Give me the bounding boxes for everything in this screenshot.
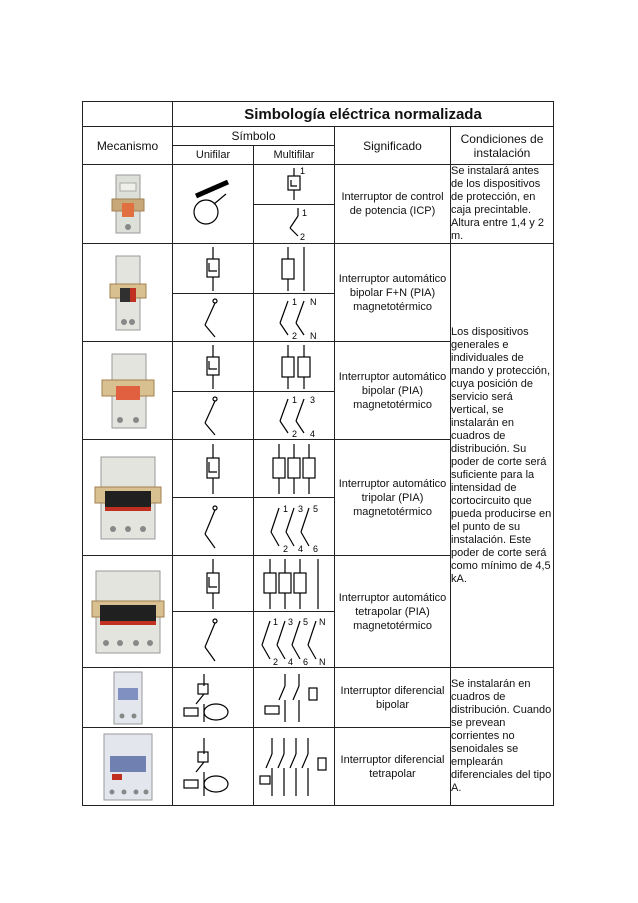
multifilar-pia-fn-bottom bbox=[254, 294, 335, 342]
dif-tetrapolar-multifilar-symbol bbox=[256, 734, 332, 800]
symbol-table bbox=[82, 101, 554, 806]
device-image-dif-bipolar bbox=[83, 668, 173, 728]
dif-bipolar-unifilar-symbol bbox=[176, 670, 250, 726]
svg-text:N: N bbox=[319, 656, 326, 667]
pia-tetrapolar-unifilar-top-symbol bbox=[183, 557, 243, 611]
unifilar-pia-fn-top bbox=[173, 244, 254, 294]
pia-tetrapolar-multifilar-bottom-symbol bbox=[256, 613, 332, 667]
dif-tetrapolar-device-picture bbox=[98, 732, 158, 802]
condiciones-pia: Los dispositivos generales e individuales de mando y protección, cuya posición de servicio será vertical, se instalarán en cuadros de distribución. Su poder de corte será suficiente para la intensidad de cortocircuito que pueda producirse en el punto de su instalación. Este poder de corte será como mínimo de 4,5 kA. bbox=[451, 244, 554, 668]
header-condiciones: Condiciones de instalación bbox=[451, 127, 554, 165]
pia-tripolar-device-picture bbox=[93, 453, 163, 543]
header-mecanismo: Mecanismo bbox=[83, 127, 173, 165]
pia-fn-multifilar-top-symbol bbox=[264, 245, 324, 293]
significado-pia-tetrapolar: Interruptor automático tetrapolar (PIA) magnetotérmico bbox=[335, 556, 451, 668]
svg-text:1: 1 bbox=[292, 394, 298, 405]
unifilar-icp bbox=[173, 165, 254, 244]
pia-tripolar-multifilar-top-symbol bbox=[261, 442, 327, 496]
unifilar-pia-tetrapolar-bottom bbox=[173, 612, 254, 668]
icp-device-picture bbox=[108, 173, 148, 235]
svg-text:2: 2 bbox=[292, 330, 298, 341]
icp-multifilar-top-symbol bbox=[264, 166, 324, 202]
pia-tetrapolar-unifilar-bottom-symbol bbox=[183, 613, 243, 667]
svg-text:6: 6 bbox=[313, 543, 319, 554]
header-multifilar: Multifilar bbox=[254, 146, 335, 165]
pia-fn-multifilar-bottom-symbol bbox=[264, 295, 324, 341]
icp-unifilar-symbol bbox=[178, 174, 248, 234]
unifilar-dif-tetrapolar bbox=[173, 728, 254, 806]
svg-text:1: 1 bbox=[283, 503, 289, 514]
device-image-pia-tetrapolar bbox=[83, 556, 173, 668]
svg-text:6: 6 bbox=[303, 656, 309, 667]
svg-text:5: 5 bbox=[313, 503, 319, 514]
pia-bipolar-device-picture bbox=[98, 350, 158, 432]
significado-dif-bipolar: Interruptor diferencial bipolar bbox=[335, 668, 451, 728]
multifilar-dif-bipolar bbox=[254, 668, 335, 728]
svg-text:N: N bbox=[319, 616, 326, 627]
condiciones-dif: Se instalarán en cuadros de distribución. Cuando se prevean corrientes no senoidales se emplearán diferenciales del tipo A. bbox=[451, 668, 554, 806]
multifilar-pia-tripolar-top bbox=[254, 440, 335, 498]
svg-text:5: 5 bbox=[303, 616, 309, 627]
icp-multifilar-bottom-symbol bbox=[264, 206, 324, 242]
unifilar-pia-bipolar-bottom bbox=[173, 392, 254, 440]
svg-text:N: N bbox=[310, 330, 317, 341]
significado-pia-bipolar: Interruptor automático bipolar (PIA) magnetotérmico bbox=[335, 342, 451, 440]
pia-tetrapolar-device-picture bbox=[90, 567, 166, 657]
dif-bipolar-device-picture bbox=[106, 670, 150, 726]
multifilar-icp-top bbox=[254, 165, 335, 205]
device-image-dif-tetrapolar bbox=[83, 728, 173, 806]
svg-text:4: 4 bbox=[298, 543, 304, 554]
svg-text:4: 4 bbox=[310, 428, 316, 439]
svg-text:1: 1 bbox=[292, 296, 298, 307]
svg-text:1: 1 bbox=[300, 166, 306, 177]
multifilar-icp-bottom bbox=[254, 204, 335, 244]
svg-text:2: 2 bbox=[283, 543, 289, 554]
significado-pia-tripolar: Interruptor automático tripolar (PIA) magnetotérmico bbox=[335, 440, 451, 556]
header-unifilar: Unifilar bbox=[173, 146, 254, 165]
svg-text:1: 1 bbox=[302, 207, 308, 218]
svg-text:3: 3 bbox=[298, 503, 304, 514]
svg-text:3: 3 bbox=[288, 616, 294, 627]
unifilar-pia-bipolar-top bbox=[173, 342, 254, 392]
svg-text:2: 2 bbox=[300, 231, 306, 242]
unifilar-dif-bipolar bbox=[173, 668, 254, 728]
multifilar-pia-tetrapolar-top bbox=[254, 556, 335, 612]
dif-tetrapolar-unifilar-symbol bbox=[176, 734, 250, 800]
multifilar-pia-fn-top bbox=[254, 244, 335, 294]
multifilar-pia-tripolar-bottom bbox=[254, 498, 335, 556]
pia-tetrapolar-multifilar-top-symbol bbox=[256, 557, 332, 611]
pia-fn-unifilar-bottom-symbol bbox=[183, 295, 243, 341]
svg-text:2: 2 bbox=[273, 656, 279, 667]
unifilar-pia-tetrapolar-top bbox=[173, 556, 254, 612]
unifilar-pia-tripolar-top bbox=[173, 440, 254, 498]
pia-fn-unifilar-top-symbol bbox=[183, 245, 243, 293]
device-image-pia-bipolar bbox=[83, 342, 173, 440]
condiciones-icp: Se instalará antes de los dispositivos de protección, en caja precintable. Altura entre 1,4 y 2 m. bbox=[451, 165, 554, 244]
significado-dif-tetrapolar: Interruptor diferencial tetrapolar bbox=[335, 728, 451, 806]
svg-text:N: N bbox=[310, 296, 317, 307]
device-image-pia-fn bbox=[83, 244, 173, 342]
pia-tripolar-unifilar-top-symbol bbox=[183, 442, 243, 496]
multifilar-pia-tetrapolar-bottom bbox=[254, 612, 335, 668]
device-image-icp bbox=[83, 165, 173, 244]
multifilar-pia-bipolar-bottom bbox=[254, 392, 335, 440]
header-simbolo: Símbolo bbox=[173, 127, 335, 146]
significado-icp: Interruptor de control de potencia (ICP) bbox=[335, 165, 451, 244]
unifilar-pia-fn-bottom bbox=[173, 294, 254, 342]
header-significado: Significado bbox=[335, 127, 451, 165]
svg-text:2: 2 bbox=[292, 428, 298, 439]
pia-bipolar-multifilar-top-symbol bbox=[264, 343, 324, 391]
multifilar-pia-bipolar-top bbox=[254, 342, 335, 392]
pia-bipolar-multifilar-bottom-symbol bbox=[264, 393, 324, 439]
pia-tripolar-multifilar-bottom-symbol bbox=[261, 500, 327, 554]
multifilar-dif-tetrapolar bbox=[254, 728, 335, 806]
pia-bipolar-unifilar-top-symbol bbox=[183, 343, 243, 391]
svg-text:3: 3 bbox=[310, 394, 316, 405]
device-image-pia-tripolar bbox=[83, 440, 173, 556]
table-title: Simbología eléctrica normalizada bbox=[173, 102, 554, 127]
svg-text:4: 4 bbox=[288, 656, 294, 667]
pia-tripolar-unifilar-bottom-symbol bbox=[183, 500, 243, 554]
pia-bipolar-unifilar-bottom-symbol bbox=[183, 393, 243, 439]
svg-text:1: 1 bbox=[273, 616, 279, 627]
pia-fn-device-picture bbox=[106, 252, 150, 334]
dif-bipolar-multifilar-symbol bbox=[257, 670, 331, 726]
significado-pia-fn: Interruptor automático bipolar F+N (PIA) magnetotérmico bbox=[335, 244, 451, 342]
unifilar-pia-tripolar-bottom bbox=[173, 498, 254, 556]
